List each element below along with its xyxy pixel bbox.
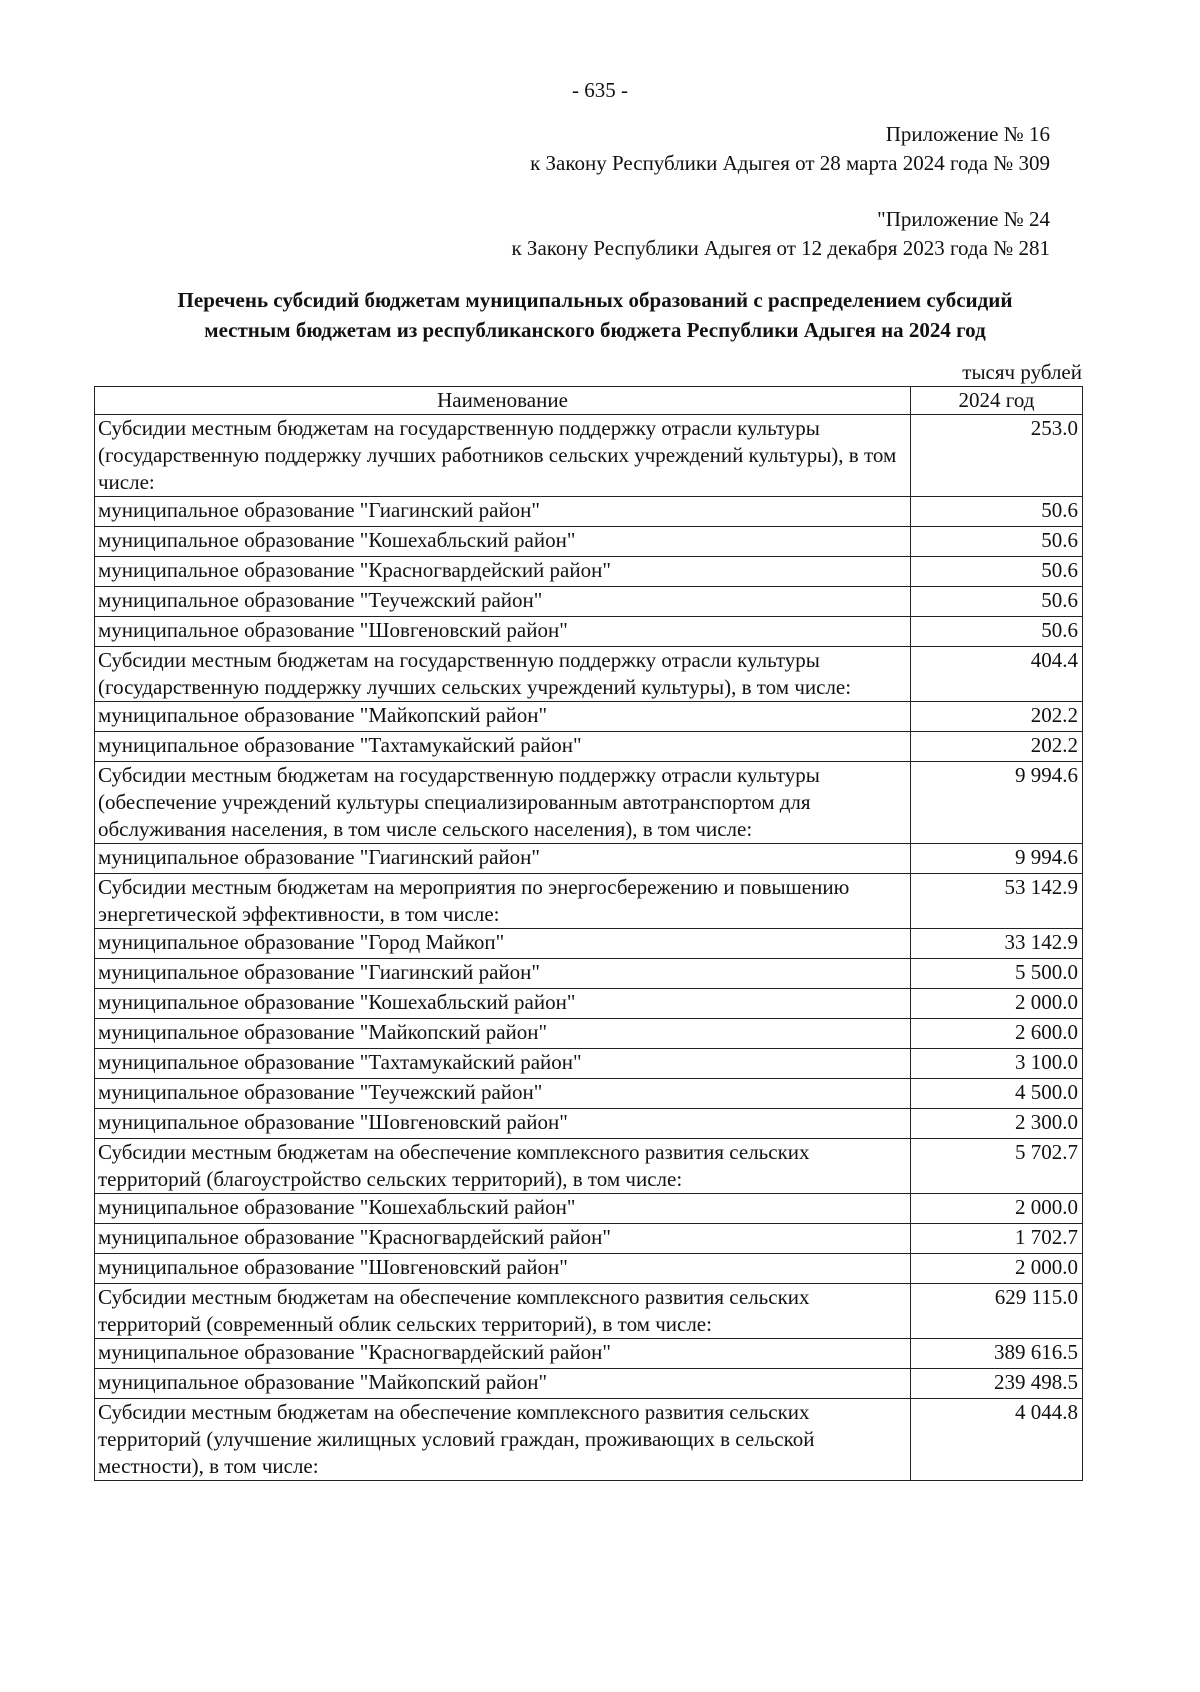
table-row-municipality: [95, 1224, 1083, 1254]
row-value-cell: 3 100.0: [911, 1049, 1083, 1079]
appendix-reference-amended: [511, 205, 1050, 263]
table-row-subsidy-group: [95, 1139, 1083, 1194]
row-name-cell: муниципальное образование "Майкопский район": [95, 702, 911, 732]
table-row-municipality: [95, 989, 1083, 1019]
row-value-cell: 4 500.0: [911, 1079, 1083, 1109]
row-name-cell: муниципальное образование "Красногвардейский район": [95, 1339, 911, 1369]
row-value-cell: 2 000.0: [911, 1254, 1083, 1284]
row-value-cell: 629 115.0: [911, 1284, 1083, 1339]
row-value-cell: 50.6: [911, 617, 1083, 647]
table-row-municipality: [95, 1369, 1083, 1399]
row-name-cell: муниципальное образование "Шовгеновский район": [95, 1109, 911, 1139]
row-value-cell: 404.4: [911, 647, 1083, 702]
row-value-cell: 4 044.8: [911, 1399, 1083, 1481]
title-line: Перечень субсидий бюджетам муниципальных образований с распределением субсидий: [177, 288, 1013, 312]
units-label: тысяч рублей: [962, 360, 1082, 384]
table-row-municipality: [95, 732, 1083, 762]
page-number: - 635 -: [572, 78, 628, 102]
row-value-cell: 53 142.9: [911, 874, 1083, 929]
table-row-municipality: [95, 929, 1083, 959]
row-value-cell: 33 142.9: [911, 929, 1083, 959]
row-name-cell: муниципальное образование "Шовгеновский район": [95, 617, 911, 647]
table-row-municipality: [95, 1079, 1083, 1109]
document-title: [80, 285, 1110, 345]
appendix-law-reference: к Закону Республики Адыгея от 28 марта 2024 года № 309: [530, 151, 1050, 175]
table-row-municipality: [95, 557, 1083, 587]
row-name-cell: муниципальное образование "Майкопский район": [95, 1369, 911, 1399]
row-name-cell: муниципальное образование "Шовгеновский район": [95, 1254, 911, 1284]
column-header-name: Наименование: [95, 387, 911, 415]
table-row-subsidy-group: [95, 415, 1083, 497]
row-name-cell: муниципальное образование "Красногвардейский район": [95, 557, 911, 587]
table-row-subsidy-group: [95, 762, 1083, 844]
row-value-cell: 50.6: [911, 497, 1083, 527]
row-name-cell: Субсидии местным бюджетам на обеспечение комплексного развития сельских территорий (благоустройство сельских территорий), в том числе:: [95, 1139, 911, 1194]
table-row-municipality: [95, 617, 1083, 647]
row-name-cell: Субсидии местным бюджетам на государственную поддержку отрасли культуры (обеспечение учреждений культуры специализированным автотранспортом для обслуживания населения, в том числе сельского населения), в том числе:: [95, 762, 911, 844]
row-name-cell: муниципальное образование "Тахтамукайский район": [95, 732, 911, 762]
row-value-cell: 389 616.5: [911, 1339, 1083, 1369]
table-row-municipality: [95, 702, 1083, 732]
table-body: [95, 415, 1083, 1481]
row-value-cell: 50.6: [911, 557, 1083, 587]
table-row-municipality: [95, 587, 1083, 617]
table-row-municipality: [95, 844, 1083, 874]
row-value-cell: 5 500.0: [911, 959, 1083, 989]
title-line: местным бюджетам из республиканского бюджета Республики Адыгея на 2024 год: [204, 318, 986, 342]
row-name-cell: муниципальное образование "Майкопский район": [95, 1019, 911, 1049]
row-value-cell: 2 000.0: [911, 989, 1083, 1019]
row-value-cell: 9 994.6: [911, 762, 1083, 844]
table-row-municipality: [95, 1339, 1083, 1369]
row-name-cell: Субсидии местным бюджетам на государственную поддержку отрасли культуры (государственную поддержку лучших работников сельских учреждений культуры), в том числе:: [95, 415, 911, 497]
row-value-cell: 2 000.0: [911, 1194, 1083, 1224]
row-value-cell: 2 600.0: [911, 1019, 1083, 1049]
row-name-cell: муниципальное образование "Гиагинский район": [95, 959, 911, 989]
row-value-cell: 202.2: [911, 732, 1083, 762]
table-row-subsidy-group: [95, 1399, 1083, 1481]
row-value-cell: 9 994.6: [911, 844, 1083, 874]
appendix-law-reference: к Закону Республики Адыгея от 12 декабря 2023 года № 281: [511, 236, 1050, 260]
row-name-cell: муниципальное образование "Кошехабльский район": [95, 527, 911, 557]
row-name-cell: Субсидии местным бюджетам на государственную поддержку отрасли культуры (государственную поддержку лучших сельских учреждений культуры), в том числе:: [95, 647, 911, 702]
table-row-subsidy-group: [95, 647, 1083, 702]
appendix-reference-current: [530, 120, 1050, 178]
row-value-cell: 1 702.7: [911, 1224, 1083, 1254]
row-name-cell: муниципальное образование "Гиагинский район": [95, 497, 911, 527]
row-value-cell: 202.2: [911, 702, 1083, 732]
row-name-cell: муниципальное образование "Город Майкоп": [95, 929, 911, 959]
appendix-number: Приложение № 16: [885, 122, 1050, 146]
row-value-cell: 5 702.7: [911, 1139, 1083, 1194]
column-header-year: 2024 год: [911, 387, 1083, 415]
row-name-cell: муниципальное образование "Кошехабльский район": [95, 989, 911, 1019]
table-row-municipality: [95, 1019, 1083, 1049]
row-name-cell: муниципальное образование "Тахтамукайский район": [95, 1049, 911, 1079]
table-row-municipality: [95, 527, 1083, 557]
row-name-cell: Субсидии местным бюджетам на обеспечение комплексного развития сельских территорий (улучшение жилищных условий граждан, проживающих в сельской местности), в том числе:: [95, 1399, 911, 1481]
table-row-municipality: [95, 1109, 1083, 1139]
table-row-municipality: [95, 1049, 1083, 1079]
row-name-cell: муниципальное образование "Гиагинский район": [95, 844, 911, 874]
table-row-municipality: [95, 497, 1083, 527]
subsidies-table: [94, 386, 1083, 1481]
row-value-cell: 253.0: [911, 415, 1083, 497]
row-name-cell: муниципальное образование "Красногвардейский район": [95, 1224, 911, 1254]
appendix-number: "Приложение № 24: [877, 207, 1050, 231]
row-name-cell: Субсидии местным бюджетам на обеспечение комплексного развития сельских территорий (современный облик сельских территорий), в том числе:: [95, 1284, 911, 1339]
row-value-cell: 2 300.0: [911, 1109, 1083, 1139]
table-row-municipality: [95, 1254, 1083, 1284]
table-header-row: [95, 387, 1083, 415]
row-name-cell: муниципальное образование "Теучежский район": [95, 587, 911, 617]
row-value-cell: 50.6: [911, 587, 1083, 617]
row-name-cell: муниципальное образование "Теучежский район": [95, 1079, 911, 1109]
row-value-cell: 239 498.5: [911, 1369, 1083, 1399]
table-row-municipality: [95, 959, 1083, 989]
row-name-cell: Субсидии местным бюджетам на мероприятия по энергосбережению и повышению энергетической эффективности, в том числе:: [95, 874, 911, 929]
table-row-subsidy-group: [95, 874, 1083, 929]
table-row-municipality: [95, 1194, 1083, 1224]
row-value-cell: 50.6: [911, 527, 1083, 557]
subsidies-table-container: [94, 386, 1082, 1481]
table-row-subsidy-group: [95, 1284, 1083, 1339]
row-name-cell: муниципальное образование "Кошехабльский район": [95, 1194, 911, 1224]
